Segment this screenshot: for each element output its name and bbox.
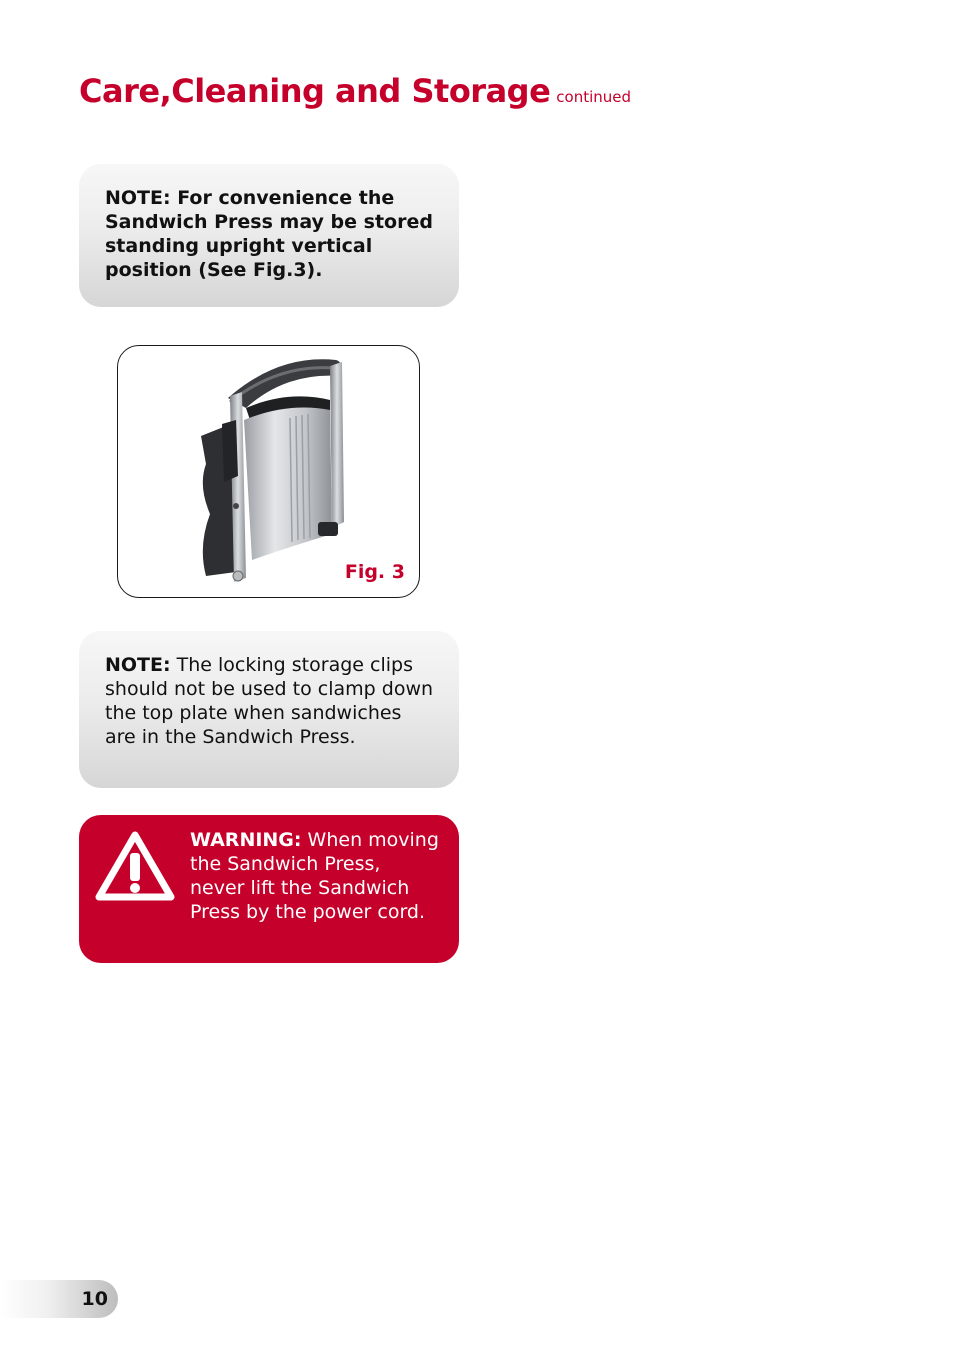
warning-triangle-icon	[95, 831, 175, 903]
warning-label: WARNING:	[190, 829, 302, 851]
page-subtitle: continued	[556, 88, 632, 106]
page-title-text: Care,Cleaning and Storage	[79, 72, 551, 110]
figure-caption: Fig. 3	[344, 561, 405, 583]
page-title	[79, 72, 631, 110]
page-number: 10	[81, 1288, 108, 1310]
warning-box	[79, 815, 459, 963]
note-label: NOTE:	[105, 187, 171, 209]
storage-note-box	[79, 164, 459, 307]
page-number-tab	[0, 1280, 118, 1318]
note-label: NOTE:	[105, 654, 171, 676]
note-text: The locking storage clips should not be used to clamp down the top plate when sandwiches are in the Sandwich Press.	[105, 654, 434, 748]
warning-text	[190, 828, 440, 924]
note-text: For convenience the Sandwich Press may be stored standing upright vertical position (See Fig.3).	[105, 187, 433, 281]
figure-box	[117, 345, 420, 598]
warning-message: When moving the Sandwich Press, never lift the Sandwich Press by the power cord.	[190, 829, 439, 923]
clips-note-box	[79, 631, 459, 788]
